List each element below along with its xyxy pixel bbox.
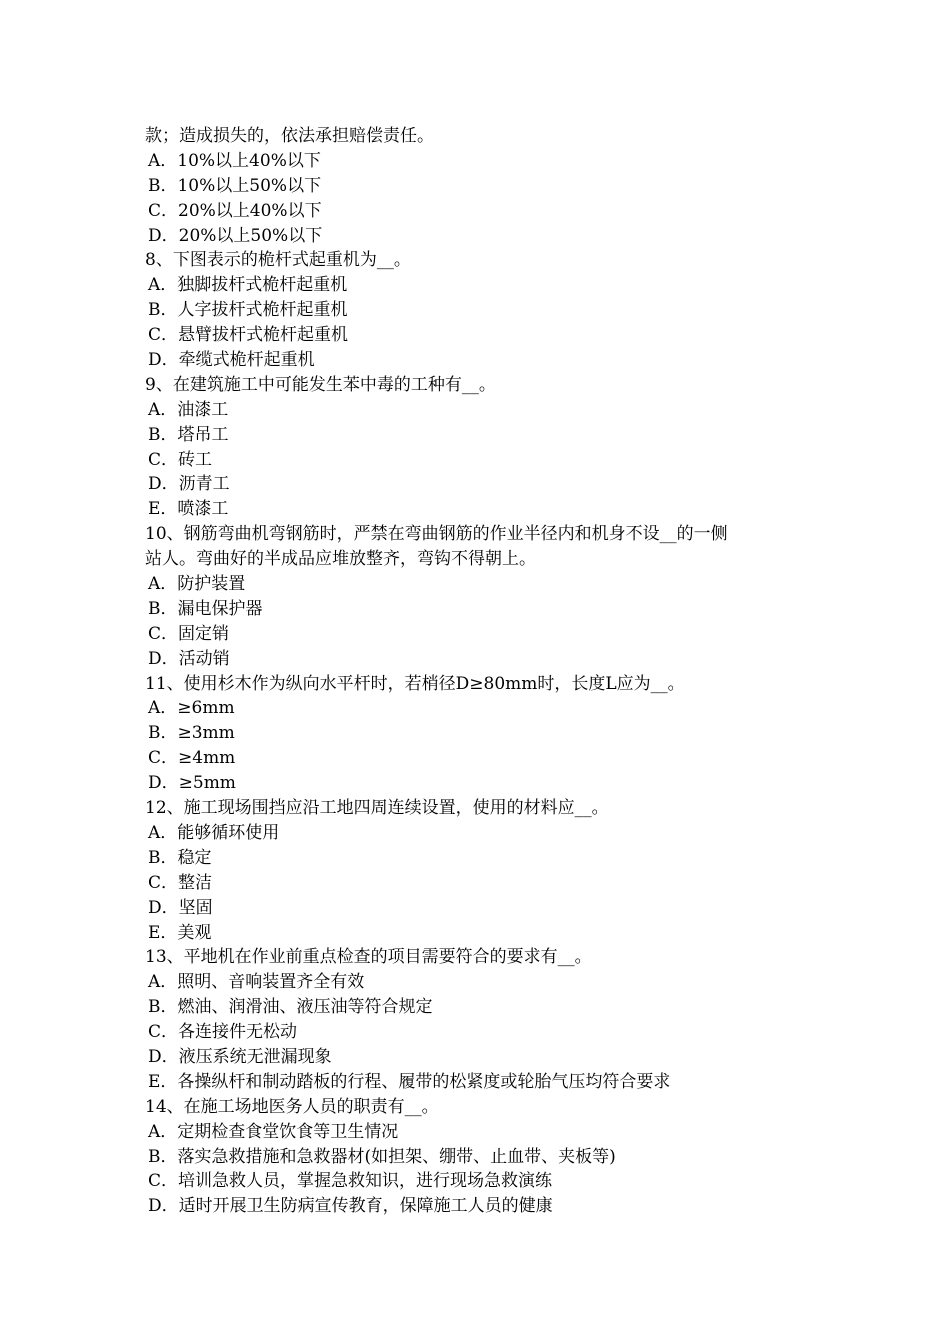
answer-option: C．培训急救人员，掌握急救知识，进行现场急救演练 — [148, 1171, 553, 1192]
answer-option: A．10%以上40%以下 — [148, 150, 321, 171]
question-text: 13、平地机在作业前重点检查的项目需要符合的要求有__。 — [145, 947, 592, 968]
answer-option: A．油漆工 — [148, 399, 229, 420]
answer-option: E．各操纵杆和制动踏板的行程、履带的松紧度或轮胎气压均符合要求 — [148, 1071, 671, 1092]
answer-option: C．固定销 — [148, 623, 230, 644]
answer-option: B．10%以上50%以下 — [148, 175, 322, 196]
answer-option: D．20%以上50%以下 — [148, 225, 323, 246]
answer-option: B．塔吊工 — [148, 424, 229, 445]
answer-option: C．各连接件无松动 — [148, 1022, 298, 1043]
answer-option: A．能够循环使用 — [148, 822, 280, 843]
answer-option: B．漏电保护器 — [148, 598, 263, 619]
answer-option: D．沥青工 — [148, 474, 230, 495]
answer-option: D．坚固 — [148, 897, 213, 918]
answer-option: C．悬臂拔杆式桅杆起重机 — [148, 325, 349, 346]
answer-option: E．喷漆工 — [148, 499, 229, 520]
answer-option: B．人字拔杆式桅杆起重机 — [148, 300, 348, 321]
answer-option: A．定期检查食堂饮食等卫生情况 — [148, 1121, 399, 1142]
answer-option: C．20%以上40%以下 — [148, 200, 322, 221]
answer-option: D．牵缆式桅杆起重机 — [148, 350, 315, 371]
question-text: 8、下图表示的桅杆式起重机为__。 — [145, 250, 411, 271]
answer-option: B．≥3mm — [148, 723, 235, 744]
text-line: 款；造成损失的，依法承担赔偿责任。 — [145, 126, 434, 146]
answer-option: D．≥5mm — [148, 773, 236, 794]
answer-option: D．活动销 — [148, 648, 230, 669]
exam-text-body — [145, 124, 825, 1219]
answer-option: B．稳定 — [148, 847, 212, 868]
answer-option: D．适时开展卫生防病宣传教育，保障施工人员的健康 — [148, 1196, 553, 1217]
answer-option: A．照明、音响装置齐全有效 — [148, 972, 365, 993]
answer-option: C．砖工 — [148, 449, 213, 470]
question-text: 9、在建筑施工中可能发生苯中毒的工种有__。 — [145, 374, 496, 395]
answer-option: B．燃油、润滑油、液压油等符合规定 — [148, 997, 433, 1018]
answer-option: C．≥4mm — [148, 748, 236, 769]
answer-option: A．≥6mm — [148, 698, 235, 719]
answer-option: D．液压系统无泄漏现象 — [148, 1046, 332, 1067]
answer-option: E．美观 — [148, 922, 212, 943]
answer-option: A．防护装置 — [148, 574, 246, 595]
question-text: 10、钢筋弯曲机弯钢筋时，严禁在弯曲钢筋的作业半径内和机身不设__的一侧 — [145, 524, 728, 545]
answer-option: C．整洁 — [148, 872, 213, 893]
question-text: 11、使用杉木作为纵向水平杆时，若梢径D≥80mm时，长度L应为__。 — [145, 673, 685, 694]
answer-option: A．独脚拔杆式桅杆起重机 — [148, 275, 348, 296]
answer-option: B．落实急救措施和急救器材(如担架、绷带、止血带、夹板等) — [148, 1146, 616, 1167]
text-line: 站人。弯曲好的半成品应堆放整齐，弯钩不得朝上。 — [145, 549, 536, 570]
question-text: 12、施工现场围挡应沿工地四周连续设置，使用的材料应__。 — [145, 798, 609, 819]
question-text: 14、在施工场地医务人员的职责有__。 — [145, 1096, 439, 1117]
